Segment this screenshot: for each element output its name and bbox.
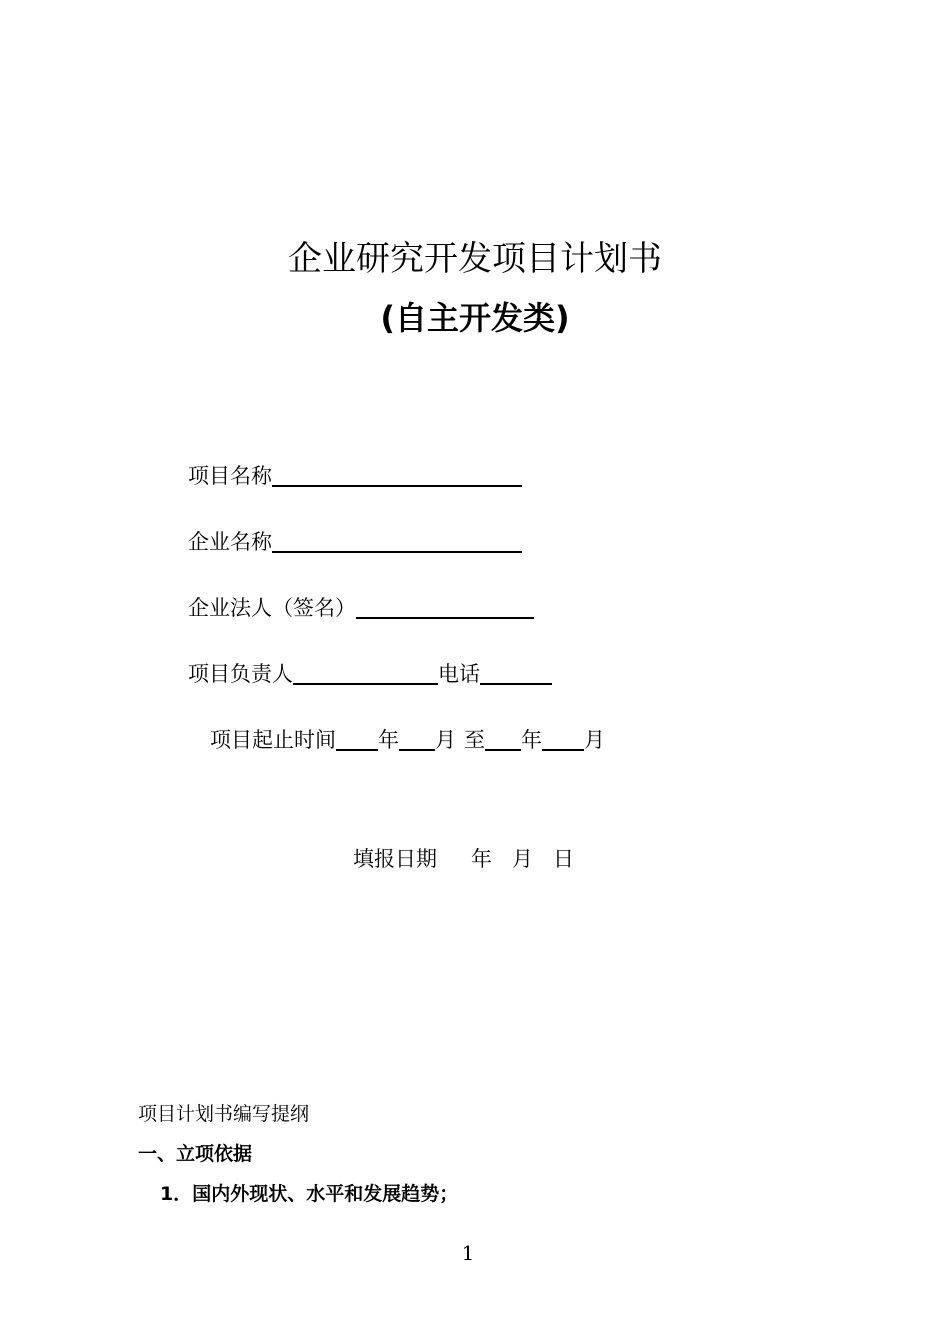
company-name-row bbox=[188, 528, 522, 556]
project-name-label: 项目名称 bbox=[188, 464, 272, 488]
to-label: 至 bbox=[464, 728, 485, 752]
start-month-field[interactable] bbox=[399, 727, 435, 751]
project-lead-label: 项目负责人 bbox=[188, 662, 293, 686]
fill-date-year: 年 bbox=[471, 847, 492, 871]
phone-label: 电话 bbox=[438, 662, 480, 686]
document-title: 企业研究开发项目计划书 bbox=[288, 239, 662, 279]
end-month-field[interactable] bbox=[542, 727, 584, 751]
project-lead-row bbox=[188, 660, 552, 688]
fill-date-row bbox=[353, 845, 574, 873]
start-month-label: 月 bbox=[435, 728, 456, 752]
legal-rep-signature-field[interactable] bbox=[356, 595, 534, 619]
fill-date-label: 填报日期 bbox=[353, 847, 437, 871]
company-name-label: 企业名称 bbox=[188, 530, 272, 554]
project-period-row bbox=[210, 726, 605, 754]
start-year-label: 年 bbox=[378, 728, 399, 752]
fill-date-day: 日 bbox=[553, 847, 574, 871]
fill-date-month: 月 bbox=[512, 847, 533, 871]
period-label: 项目起止时间 bbox=[210, 728, 336, 752]
end-month-label: 月 bbox=[584, 728, 605, 752]
page-number: 1 bbox=[461, 1241, 475, 1265]
outline-item-1: 1．国内外现状、水平和发展趋势； bbox=[160, 1183, 459, 1205]
document-subtitle: (自主开发类) bbox=[380, 299, 570, 337]
start-year-field[interactable] bbox=[336, 727, 378, 751]
company-name-field[interactable] bbox=[272, 529, 522, 553]
legal-rep-label: 企业法人（签名） bbox=[188, 596, 356, 620]
project-name-row bbox=[188, 462, 522, 490]
section-heading-1: 一、立项依据 bbox=[138, 1143, 253, 1165]
legal-rep-row bbox=[188, 594, 534, 622]
outline-heading: 项目计划书编写提纲 bbox=[138, 1103, 310, 1125]
project-name-field[interactable] bbox=[272, 463, 522, 487]
end-year-field[interactable] bbox=[485, 727, 521, 751]
end-year-label: 年 bbox=[521, 728, 542, 752]
phone-field[interactable] bbox=[480, 661, 552, 685]
project-lead-field[interactable] bbox=[293, 661, 438, 685]
